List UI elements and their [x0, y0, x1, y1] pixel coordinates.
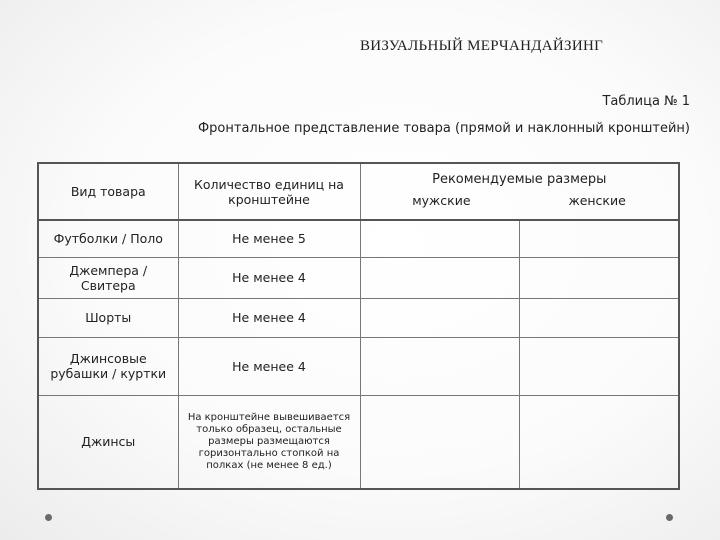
row-men-sizes	[360, 395, 519, 489]
header-recommended-label: Рекомендуемые размеры	[432, 172, 607, 187]
merchandising-table	[37, 162, 680, 490]
table-row	[38, 337, 679, 395]
table-row	[38, 220, 679, 257]
row-quantity: Не менее 4	[178, 298, 360, 337]
header-type: Вид товара	[38, 163, 178, 220]
row-type: Футболки / Поло	[38, 220, 178, 257]
row-quantity: Не менее 4	[178, 337, 360, 395]
row-quantity: Не менее 5	[178, 220, 360, 257]
header-women: женские	[568, 193, 626, 208]
page-title: ВИЗУАЛЬНЫЙ МЕРЧАНДАЙЗИНГ	[360, 38, 604, 54]
slide-dot-left-decoration	[45, 514, 52, 521]
table-number: Таблица № 1	[602, 94, 690, 109]
row-men-sizes	[360, 337, 519, 395]
row-quantity: На кронштейне вывешивается только образец, остальные размеры размещаются горизонтально стопкой на полках (не менее 8 ед.)	[178, 395, 360, 489]
header-men: мужские	[412, 193, 471, 208]
row-women-sizes	[519, 337, 679, 395]
row-quantity: Не менее 4	[178, 257, 360, 298]
row-men-sizes	[360, 257, 519, 298]
row-women-sizes	[519, 298, 679, 337]
table-row	[38, 395, 679, 489]
row-women-sizes	[519, 395, 679, 489]
table-header-row	[38, 163, 679, 220]
row-type: Шорты	[38, 298, 178, 337]
table-caption: Фронтальное представление товара (прямой и наклонный кронштейн)	[197, 121, 690, 136]
row-men-sizes	[360, 220, 519, 257]
table-row	[38, 257, 679, 298]
header-recommended-sizes	[360, 163, 679, 220]
header-quantity: Количество единиц на кронштейне	[178, 163, 360, 220]
row-women-sizes	[519, 257, 679, 298]
row-women-sizes	[519, 220, 679, 257]
row-men-sizes	[360, 298, 519, 337]
row-type: Джинсовые рубашки / куртки	[38, 337, 178, 395]
row-type: Джемпера / Свитера	[38, 257, 178, 298]
table-row	[38, 298, 679, 337]
row-type: Джинсы	[38, 395, 178, 489]
slide-dot-right-decoration	[666, 514, 673, 521]
